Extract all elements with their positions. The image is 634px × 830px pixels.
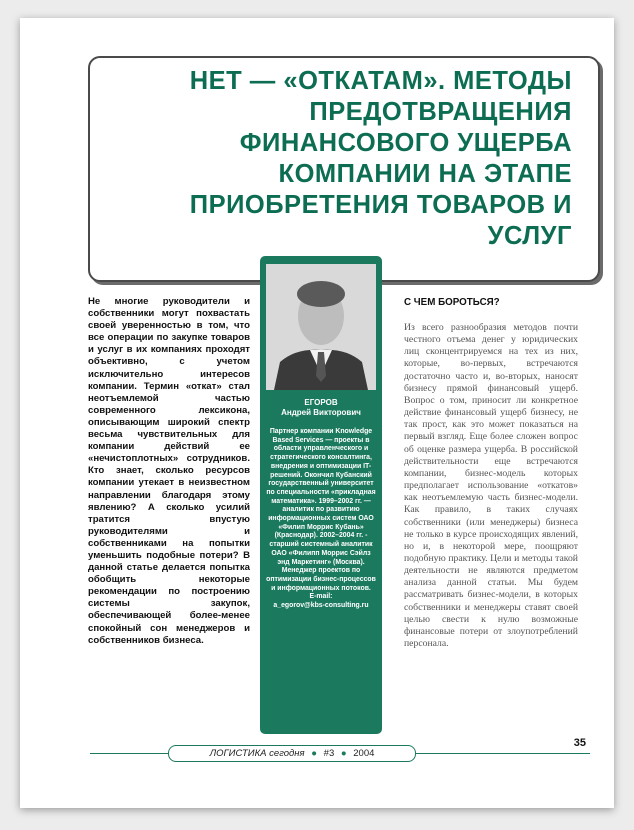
magazine-page bbox=[20, 18, 614, 808]
author-name bbox=[260, 398, 382, 418]
author-portrait-image bbox=[266, 264, 376, 390]
bullet-icon: ● bbox=[311, 748, 318, 759]
title-box bbox=[88, 56, 600, 282]
page-number: 35 bbox=[573, 737, 586, 749]
footer-journal-info bbox=[168, 745, 416, 762]
author-given-name: Андрей Викторович bbox=[281, 408, 361, 417]
issue-year: 2004 bbox=[353, 748, 375, 759]
issue-number: #3 bbox=[323, 748, 335, 759]
section-heading: С ЧЕМ БОРОТЬСЯ? bbox=[404, 297, 500, 308]
author-photo bbox=[266, 264, 376, 390]
lead-paragraph: Не многие руководители и собственники могут похвастать своей уверенностью в том, что все операции по закупке товаров и услуг в их компаниях проходят объективно, с учетом исключительно интересов компании. Термин «откат» стал неотъемлемой частью современного лексикона, описывающим широкий спектр весьма чувствительных для компании действий ее «нечистоплотных» сотрудников. Кто знает, сколько ресурсов компании утекает в неизвестном направлении благодаря этому явлению? А сколько усилий тратится впустую руководителями и собственниками на попытки уменьшить подобные потери? В данной статье делается попытка обобщить некоторые рекомендации по построению системы закупок, обеспечивающей более-менее спокойный сон менеджеров и собственников бизнеса. bbox=[88, 296, 250, 646]
author-bio bbox=[266, 428, 376, 611]
author-bio-text: Партнер компании Knowledge Based Services — проекты в области управленческого и стратегического консалтинга, внедрения и оптимизации IT-решений. Окончил Кубанский государственный университет по специальности «прикладная математика». 1999–2002 гг. — аналитик по развитию информационных систем ОАО «Филип Моррис Кубань» (Краснодар). 2002–2004 гг. - старший системный аналитик ОАО «Филипп Моррис Сэйлз энд Маркетинг» (Москва). Менеджер проектов по оптимизации бизнес-процессов и информационных потоков. bbox=[266, 428, 376, 592]
journal-name: ЛОГИСТИКА сегодня bbox=[209, 748, 305, 759]
author-surname: ЕГОРОВ bbox=[304, 398, 338, 407]
author-email: a_egorov@kbs-consulting.ru bbox=[273, 602, 369, 610]
email-label: E-mail: bbox=[309, 593, 333, 601]
body-text: Из всего разнообразия методов почти честного отъема денег у юридических лиц сконцентрируемся на тех из них, которые, во-первых, встречаются достаточно часто и, во-вторых, наносят бизнесу прямой финансовый ущерб. Вопрос о том, приносит ли конкретное действие финансовый ущерб бизнесу, не так прост, как это может показаться на первый взгляд. Еще более сложен вопрос об оценке размера ущерба. В российской действительности еще встречаются компании, бизнес-модель которых предполагает использование «откатов» как неотъемлемую часть бизнес-модели. Как правило, в таких случаях собственники (или менеджеры) бизнеса не только в курсе происходящих явлений, но и, в некоторой мере, поощряют подобную практику. Цели и методы такой деятельности не являются предметом анализа данной статьи. Мы будем рассматривать бизнес-модели, в которых собственники и менеджеры ставят своей целью свести к нулю возможные финансовые потери от злоупотреблений персонала. bbox=[404, 322, 578, 650]
author-panel bbox=[260, 256, 382, 734]
bullet-icon: ● bbox=[340, 748, 347, 759]
article-title: НЕТ — «ОТКАТАМ». МЕТОДЫ ПРЕДОТВРАЩЕНИЯ ФИНАНСОВОГО УЩЕРБА КОМПАНИИ НА ЭТАПЕ ПРИОБРЕТЕНИЯ ТОВАРОВ И УСЛУГ bbox=[189, 67, 572, 250]
